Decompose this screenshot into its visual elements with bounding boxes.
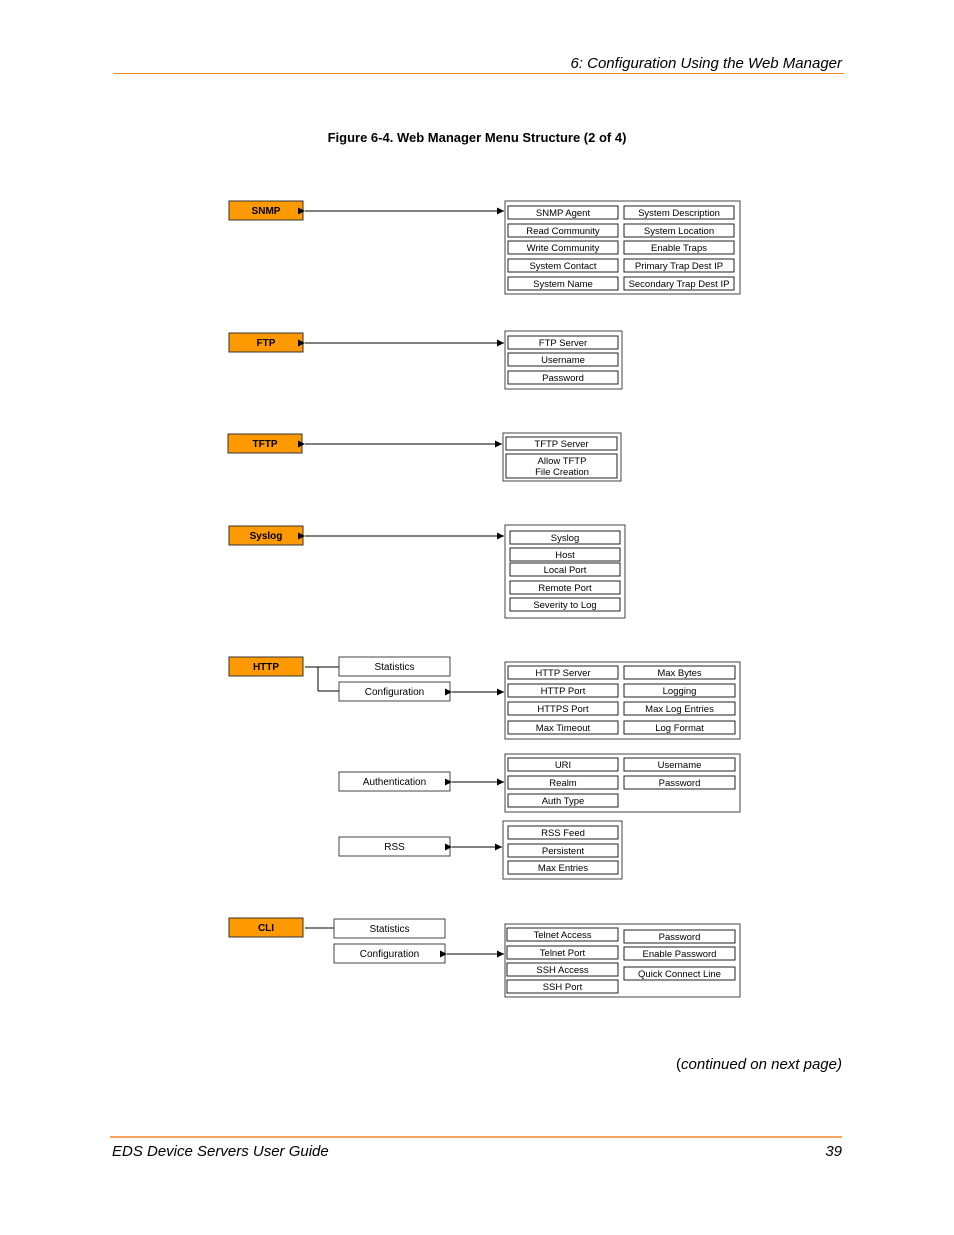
item-label: Enable Password: [642, 949, 717, 960]
item-label: Remote Port: [538, 583, 592, 594]
item-label: TFTP Server: [534, 439, 589, 450]
item-label: Host: [555, 550, 575, 561]
snmp-item-system-contact[interactable]: [508, 259, 618, 272]
ftp-item-ftp-server[interactable]: [508, 336, 618, 349]
cli-submenu-statistics[interactable]: [334, 919, 445, 938]
ftp-item-password[interactable]: [508, 371, 618, 384]
item-label: Max Entries: [537, 863, 589, 874]
continued-open-paren: (: [676, 1056, 682, 1073]
snmp-item-primary-trap-dest-ip[interactable]: [624, 259, 734, 272]
submenu-label: Statistics: [369, 924, 410, 935]
item-label: Password: [658, 932, 701, 943]
item-label: SSH Port: [542, 982, 583, 993]
item-label: Write Community: [526, 243, 600, 254]
syslog-item-local-port[interactable]: [510, 563, 620, 576]
item-label: Secondary Trap Dest IP: [628, 279, 730, 290]
item-label: SNMP Agent: [535, 208, 591, 219]
syslog-item-syslog[interactable]: [510, 531, 620, 544]
snmp-item-system-name[interactable]: [508, 277, 618, 290]
tftp-item-tftp-server[interactable]: [506, 437, 617, 450]
item-label: Telnet Port: [539, 948, 586, 959]
item-label: Syslog: [550, 533, 580, 544]
category-label: CLI: [257, 923, 275, 934]
category-label: TFTP: [252, 439, 278, 450]
http-rss-item-max-entries[interactable]: [508, 861, 618, 874]
http-config-item-https-port[interactable]: [508, 702, 618, 715]
http-auth-item-username[interactable]: [624, 758, 735, 771]
item-label: Enable Traps: [651, 243, 707, 254]
snmp-item-read-community[interactable]: [508, 224, 618, 237]
http-auth-item-realm[interactable]: [508, 776, 618, 789]
cli-config-item-ssh-port[interactable]: [507, 980, 618, 993]
http-auth-item-password[interactable]: [624, 776, 735, 789]
item-label: HTTP Server: [535, 668, 591, 679]
syslog-item-host[interactable]: [510, 548, 620, 561]
item-label: Read Community: [526, 226, 600, 237]
submenu-label: Configuration: [359, 949, 420, 960]
category-snmp[interactable]: [229, 201, 303, 220]
syslog-item-severity-to-log[interactable]: [510, 598, 620, 611]
chapter-title: 6: Configuration Using the Web Manager: [570, 55, 842, 72]
http-submenu-rss[interactable]: [339, 837, 450, 856]
cli-config-item-telnet-access[interactable]: [507, 928, 618, 941]
footer-guide-title: EDS Device Servers User Guide: [112, 1143, 329, 1160]
tftp-item-allow-tftp-file-creation[interactable]: [506, 454, 617, 478]
http-config-item-http-port[interactable]: [508, 684, 618, 697]
ftp-item-username[interactable]: [508, 353, 618, 366]
http-config-item-http-server[interactable]: [508, 666, 618, 679]
http-rss-item-rss-feed[interactable]: [508, 826, 618, 839]
category-label: Syslog: [249, 531, 283, 542]
item-label: SSH Access: [536, 965, 589, 976]
cli-config-item-password[interactable]: [624, 930, 735, 943]
http-submenu-statistics[interactable]: [339, 657, 450, 676]
http-auth-item-uri[interactable]: [508, 758, 618, 771]
item-label: Username: [657, 760, 702, 771]
item-label: Logging: [662, 686, 697, 697]
http-submenu-authentication[interactable]: [339, 772, 450, 791]
item-label: Quick Connect Line: [638, 969, 721, 980]
item-label: Primary Trap Dest IP: [634, 261, 724, 272]
snmp-item-snmp-agent[interactable]: [508, 206, 618, 219]
continued-text: continued on next page: [681, 1056, 837, 1073]
item-label: RSS Feed: [541, 828, 585, 839]
item-label: FTP Server: [538, 338, 588, 349]
http-config-item-max-timeout[interactable]: [508, 721, 618, 734]
syslog-item-remote-port[interactable]: [510, 581, 620, 594]
item-label: Telnet Access: [533, 930, 592, 941]
item-label-line-1: Allow TFTP: [537, 456, 587, 467]
footer-page-number: 39: [825, 1143, 842, 1160]
item-label: Auth Type: [541, 796, 585, 807]
snmp-item-write-community[interactable]: [508, 241, 618, 254]
item-label: Log Format: [655, 723, 704, 734]
http-submenu-configuration[interactable]: [339, 682, 450, 701]
item-label: Password: [658, 778, 701, 789]
item-label: Username: [541, 355, 585, 366]
category-ftp[interactable]: [229, 333, 303, 352]
item-label: System Location: [643, 226, 715, 237]
cli-config-item-enable-password[interactable]: [624, 947, 735, 960]
item-label: HTTPS Port: [537, 704, 589, 715]
item-label: Persistent: [541, 846, 585, 857]
snmp-item-enable-traps[interactable]: [624, 241, 734, 254]
item-label: URI: [554, 760, 572, 771]
category-label: HTTP: [252, 662, 280, 673]
http-config-item-log-format[interactable]: [624, 721, 735, 734]
item-label: System Contact: [529, 261, 597, 272]
continued-close-paren: ): [837, 1056, 842, 1073]
cli-submenu-configuration[interactable]: [334, 944, 445, 963]
item-label: Max Bytes: [657, 668, 702, 679]
figure-title: Figure 6-4. Web Manager Menu Structure (2 of 4): [327, 130, 627, 145]
item-label: System Description: [638, 208, 720, 219]
category-http[interactable]: [229, 657, 303, 676]
cli-config-item-ssh-access[interactable]: [507, 963, 618, 976]
snmp-item-system-description[interactable]: [624, 206, 734, 219]
item-label: Max Timeout: [535, 723, 591, 734]
cli-config-item-quick-connect-line[interactable]: [624, 967, 735, 980]
cli-config-item-telnet-port[interactable]: [507, 946, 618, 959]
http-config-item-max-log-entries[interactable]: [624, 702, 735, 715]
item-label: System Name: [533, 279, 593, 290]
category-label: SNMP: [251, 206, 281, 217]
snmp-item-system-location[interactable]: [624, 224, 734, 237]
submenu-label: Authentication: [362, 777, 427, 788]
category-syslog[interactable]: [229, 526, 303, 545]
category-cli[interactable]: [229, 918, 303, 937]
item-label: Local Port: [543, 565, 587, 576]
item-label: Realm: [549, 778, 577, 789]
category-label: FTP: [256, 338, 276, 349]
footer-rule: [110, 1136, 842, 1138]
http-config-item-max-bytes[interactable]: [624, 666, 735, 679]
item-label: Password: [542, 373, 584, 384]
item-label: Max Log Entries: [645, 704, 714, 715]
item-label: HTTP Port: [540, 686, 586, 697]
item-label-line-2: File Creation: [535, 467, 589, 478]
http-config-item-logging[interactable]: [624, 684, 735, 697]
submenu-label: Configuration: [364, 687, 425, 698]
submenu-label: RSS: [384, 842, 405, 853]
item-label: Severity to Log: [533, 600, 597, 611]
http-rss-item-persistent[interactable]: [508, 844, 618, 857]
category-tftp[interactable]: [228, 434, 302, 453]
continued-note: [676, 1056, 842, 1073]
http-auth-item-auth-type[interactable]: [508, 794, 618, 807]
snmp-item-secondary-trap-dest-ip[interactable]: [624, 277, 734, 290]
submenu-label: Statistics: [374, 662, 415, 673]
